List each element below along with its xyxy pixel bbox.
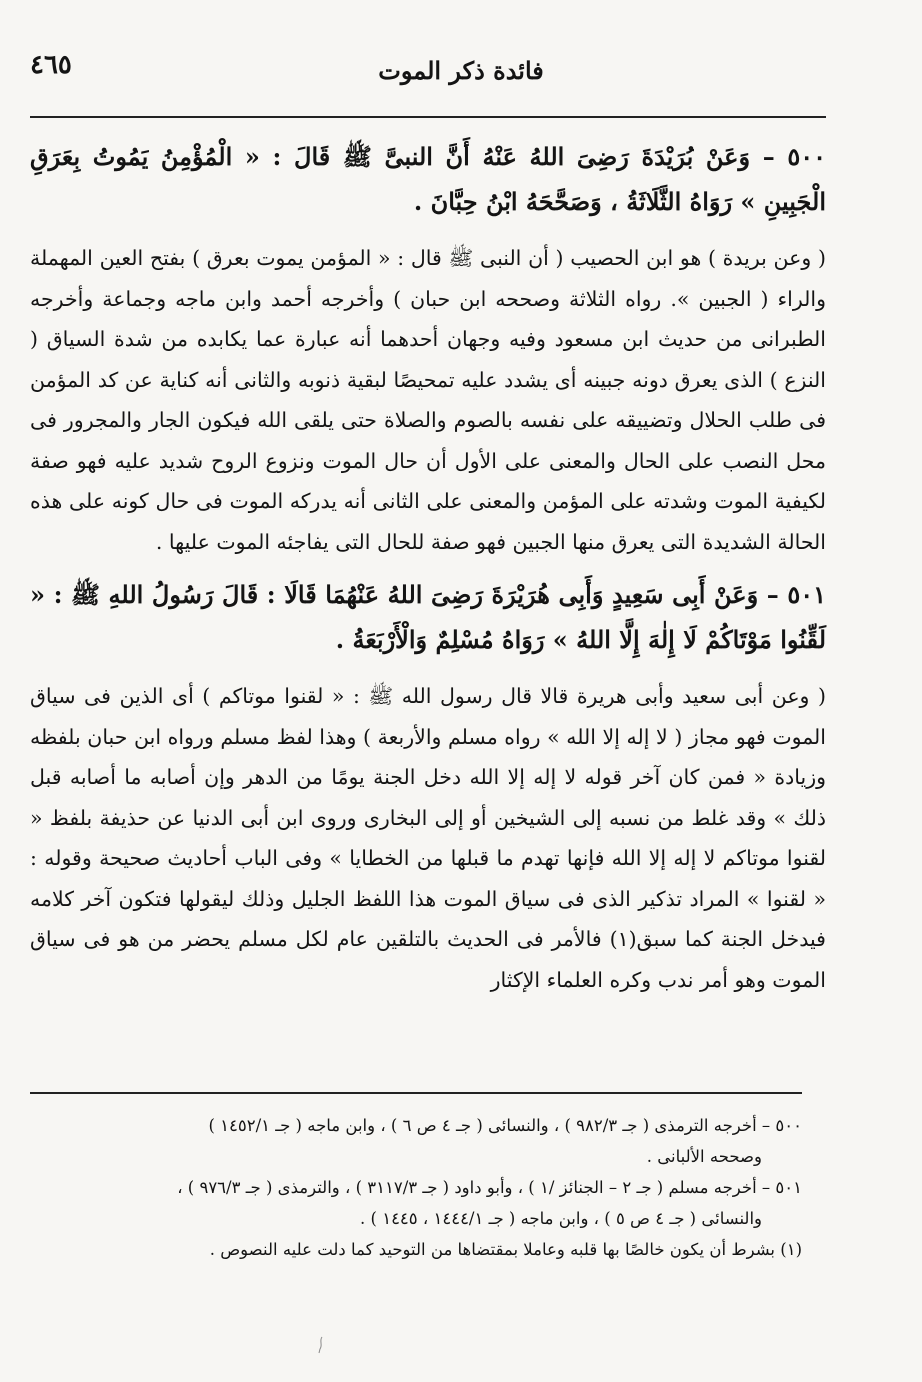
- footnote-501-line-1: ٥٠١ – أخرجه مسلم ( جـ ٢ – الجنائز /١ ) ، وأبو داود ( جـ ٣١١٧/٣ ) ، والترمذى ( جـ ٩٧٦/٣ ) ،: [177, 1178, 802, 1197]
- footnote-500-line-1: ٥٠٠ – أخرجه الترمذى ( جـ ٩٨٢/٣ ) ، والنسائى ( جـ ٤ ص ٦ ) ، وابن ماجه ( جـ ١٤٥٢/١ ): [208, 1116, 802, 1135]
- footnote-1: (١) بشرط أن يكون خالصًا بها قلبه وعاملا بمقتضاها من التوحيد كما دلت عليه النصوص .: [209, 1240, 802, 1259]
- hadith-500: ٥٠٠ – وَعَنْ بُرَيْدَةَ رَضِىَ اللهُ عَنْهُ أَنَّ النبىَّ ﷺ قَالَ : « الْمُؤْمِنُ يَمُوتُ بِعَرَقِ الْجَبِينِ » رَوَاهُ الثَّلَاثَةُ ، وَصَحَّحَهُ ابْنُ حِبَّانَ .: [30, 142, 826, 216]
- running-title: فائدة ذكر الموت: [378, 56, 544, 85]
- footnote-divider: [30, 1092, 802, 1094]
- footnotes: [30, 1110, 802, 1265]
- page-number: ٤٦٥: [30, 50, 72, 80]
- commentary-501: ( وعن أبى سعيد وأبى هريرة قالا قال رسول الله ﷺ : « لقنوا موتاكم ) أى الذين فى سياق الموت فهو مجاز ( لا إله إلا الله » رواه مسلم والأربعة ) وهذا لفظ مسلم ورواه ابن حبان بلفظه وزيادة « فمن كان آخر قوله لا إله إلا الله دخل الجنة يومًا من الدهر وإن أصابه ما أصابه قبل ذلك » وقد غلط من نسبه إلى الشيخين أو إلى البخارى وروى ابن أبى الدنيا عن حذيفة بلفظ « لقنوا موتاكم لا إله إلا الله فإنها تهدم ما قبلها من الخطايا » وفى الباب أحاديث صحيحة وقوله : « لقنوا » المراد تذكير الذى فى سياق الموت هذا اللفظ الجليل وذلك ليقولها فتكون آخر كلامه فيدخل الجنة كما سبق(١) فالأمر فى الحديث بالتلقين عام لكل مسلم يحضر من هو فى سياق الموت وهو أمر ندب وكره العلماء الإكثار: [30, 684, 826, 992]
- page-header: [0, 48, 922, 98]
- header-divider: [30, 116, 826, 118]
- hadith-501: ٥٠١ – وَعَنْ أَبِى سَعِيدٍ وَأَبِى هُرَيْرَةَ رَضِىَ اللهُ عَنْهُمَا قَالَا : قَالَ رَسُولُ اللهِ ﷺ : « لَقِّنُوا مَوْتَاكُمْ لَا إِلٰهَ إِلَّا اللهُ » رَوَاهُ مُسْلِمٌ وَالْأَرْبَعَةُ .: [30, 580, 826, 654]
- page-mark: [316, 1336, 326, 1358]
- footnote-500-line-2: وصححه الألبانى .: [646, 1147, 762, 1166]
- stray-mark-icon: [316, 1336, 326, 1354]
- commentary-500: ( وعن بريدة ) هو ابن الحصيب ( أن النبى ﷺ قال : « المؤمن يموت بعرق ) بفتح العين المهملة والراء ( الجبين ». رواه الثلاثة وصححه ابن حبان ) وأخرجه أحمد وابن ماجه وجماعة وأخرجه الطبرانى من حديث ابن مسعود وفيه وجهان أحدهما أنه عبارة عما يكابده من شدة السياق ( النزع ) الذى يعرق دونه جبينه أى يشدد عليه تمحيصًا لبقية ذنوبه والثانى أنه كناية عن كد المؤمن فى طلب الحلال وتضييقه على نفسه بالصوم والصلاة حتى يلقى الله فيكون الجار والمجرور فى محل النصب على الحال والمعنى على الأول أن حال الموت ونزوع الروح شديد عليه فهو صفة لكيفية الموت وشدته على المؤمن والمعنى على الثانى أنه يدركه الموت فى حال كونه على هذه الحالة الشديدة التى يعرق منها الجبين فهو صفة للحال التى يفاجئه الموت عليها .: [30, 246, 826, 554]
- footnote-501-line-2: والنسائى ( جـ ٤ ص ٥ ) ، وابن ماجه ( جـ ١٤٤٤/١ ، ١٤٤٥ ) .: [360, 1209, 762, 1228]
- main-text: [30, 124, 826, 1000]
